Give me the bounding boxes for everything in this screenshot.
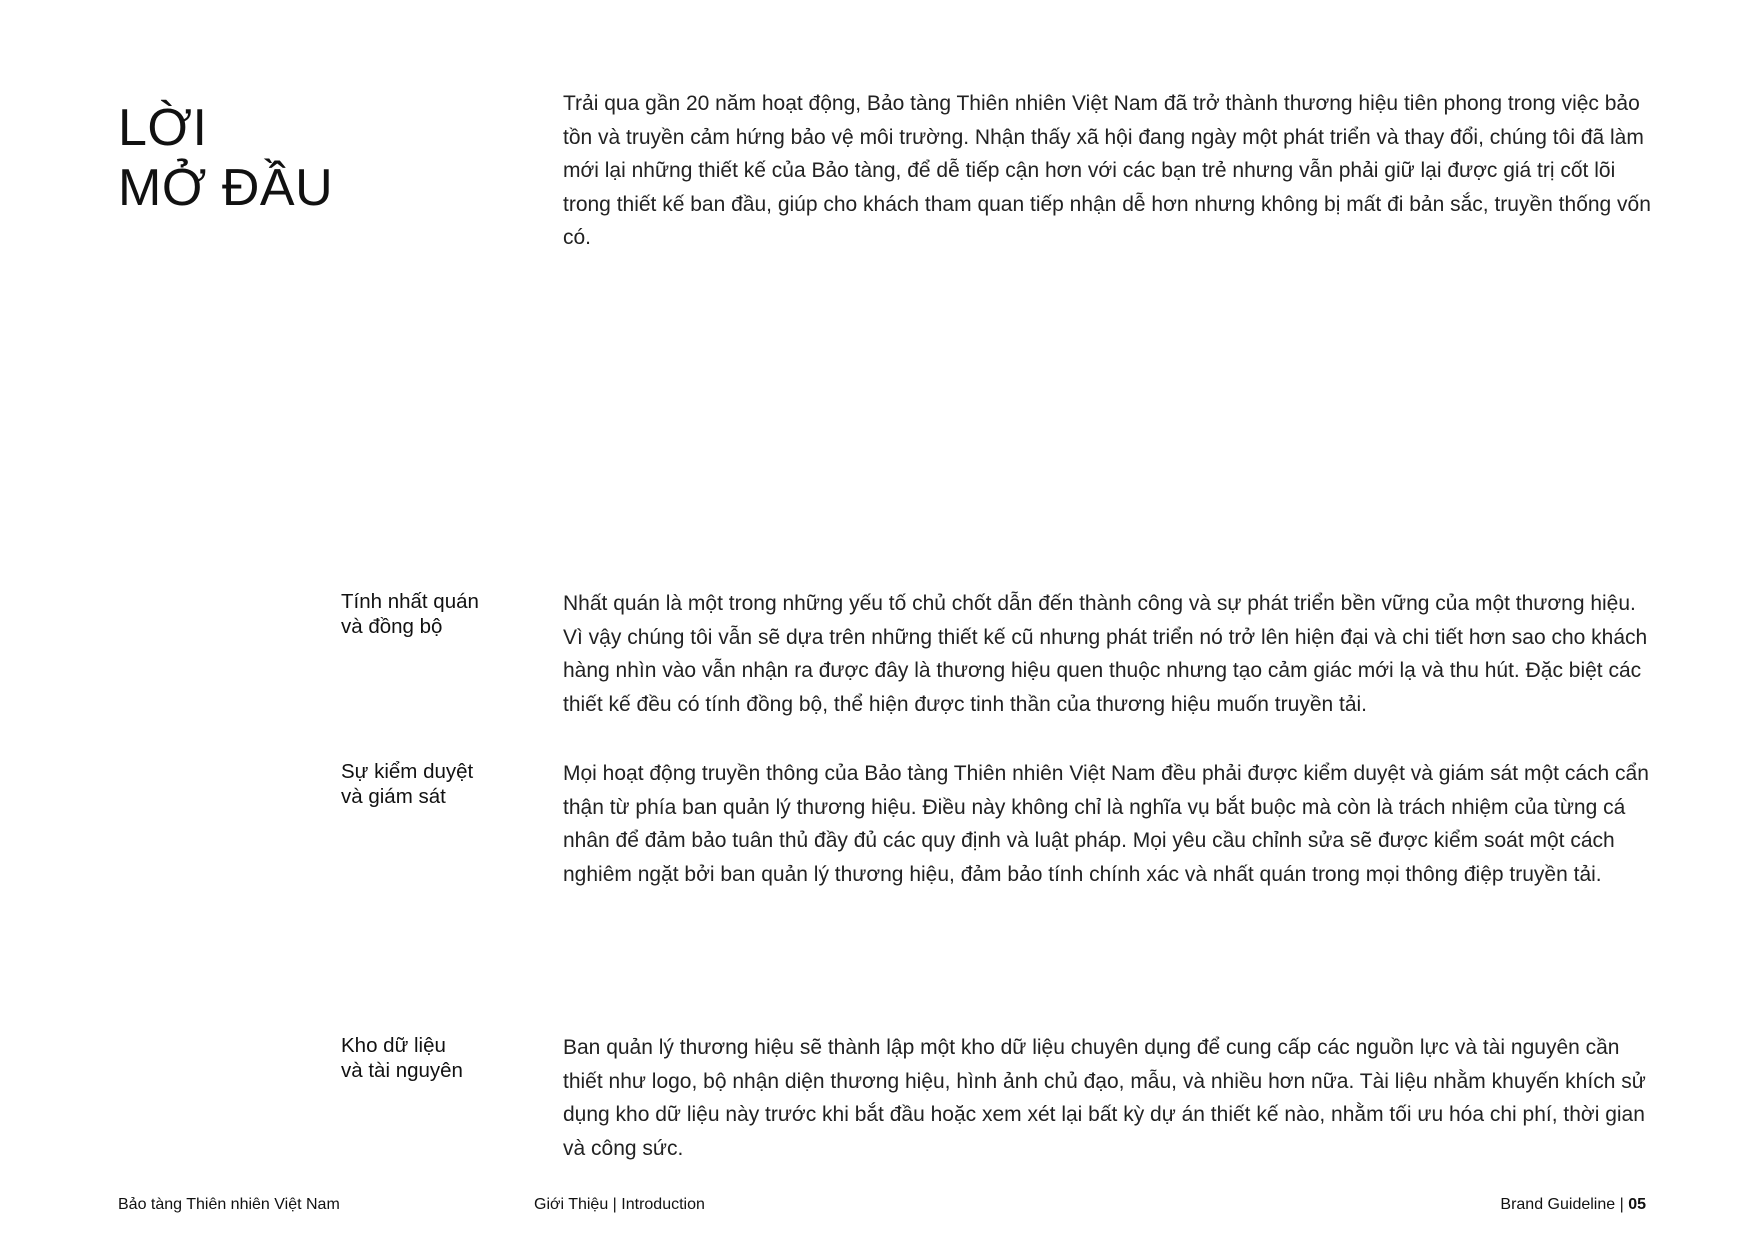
section-heading-line-1: Tính nhất quán <box>341 590 479 613</box>
footer-section-name: Giới Thiệu | Introduction <box>534 1196 705 1213</box>
section-body: Ban quản lý thương hiệu sẽ thành lập một kho dữ liệu chuyên dụng để cung cấp các nguồn lực và tài nguyên cần thiết như logo, bộ nhận diện thương hiệu, hình ảnh chủ đạo, mẫu, và nhiều hơn nữa. Tài liệu nhằm khuyến khích sử dụng kho dữ liệu này trước khi bắt đầu hoặc xem xét lại bất kỳ dự án thiết kế nào, nhằm tối ưu hóa chi phí, thời gian và công sức. <box>563 1036 1646 1160</box>
page-title-line-2: MỞ ĐẦU <box>118 159 334 217</box>
section-heading <box>341 1033 541 1083</box>
section-body: Nhất quán là một trong những yếu tố chủ chốt dẫn đến thành công và sự phát triển bền vững của một thương hiệu. Vì vậy chúng tôi vẫn sẽ dựa trên những thiết kế cũ nhưng phát triển nó trở lên hiện đại và chi tiết hơn sao cho khách hàng nhìn vào vẫn nhận ra được đây là thương hiệu quen thuộc nhưng tạo cảm giác mới lạ và thu hút. Đặc biệt các thiết kế đều có tính đồng bộ, thể hiện được tinh thần của thương hiệu muốn truyền tải. <box>563 592 1648 716</box>
section-heading-line-1: Kho dữ liệu <box>341 1034 446 1057</box>
page-title-line-1: LỜI <box>118 99 208 157</box>
section-heading-line-2: và đồng bộ <box>341 615 443 638</box>
page-number: 05 <box>1628 1196 1646 1213</box>
footer-doc-title: Brand Guideline | <box>1500 1196 1629 1213</box>
section-heading <box>341 589 541 639</box>
section-heading-line-2: và giám sát <box>341 785 446 808</box>
section-heading-line-2: và tài nguyên <box>341 1059 463 1082</box>
section-heading-line-1: Sự kiểm duyệt <box>341 760 474 783</box>
section-body: Mọi hoạt động truyền thông của Bảo tàng Thiên nhiên Việt Nam đều phải được kiểm duyệt và giám sát một cách cẩn thận từ phía ban quản lý thương hiệu. Điều này không chỉ là nghĩa vụ bắt buộc mà còn là trách nhiệm của từng cá nhân để đảm bảo tuân thủ đầy đủ các quy định và luật pháp. Mọi yêu cầu chỉnh sửa sẽ được kiểm soát một cách nghiêm ngặt bởi ban quản lý thương hiệu, đảm bảo tính chính xác và nhất quán trong mọi thông điệp truyền tải. <box>563 762 1649 886</box>
page-title <box>118 98 518 218</box>
intro-paragraph: Trải qua gần 20 năm hoạt động, Bảo tàng Thiên nhiên Việt Nam đã trở thành thương hiệu tiên phong trong việc bảo tồn và truyền cảm hứng bảo vệ môi trường. Nhận thấy xã hội đang ngày một phát triển và thay đổi, chúng tôi đã làm mới lại những thiết kế của Bảo tàng, để dễ tiếp cận hơn với các bạn trẻ nhưng vẫn phải giữ lại được giá trị cốt lõi trong thiết kế ban đầu, giúp cho khách tham quan tiếp nhận dễ hơn nhưng không bị mất đi bản sắc, truyền thống vốn có. <box>563 92 1651 249</box>
footer-organization: Bảo tàng Thiên nhiên Việt Nam <box>118 1196 340 1213</box>
section-heading <box>341 759 541 809</box>
footer-doc-info <box>1500 1195 1646 1215</box>
